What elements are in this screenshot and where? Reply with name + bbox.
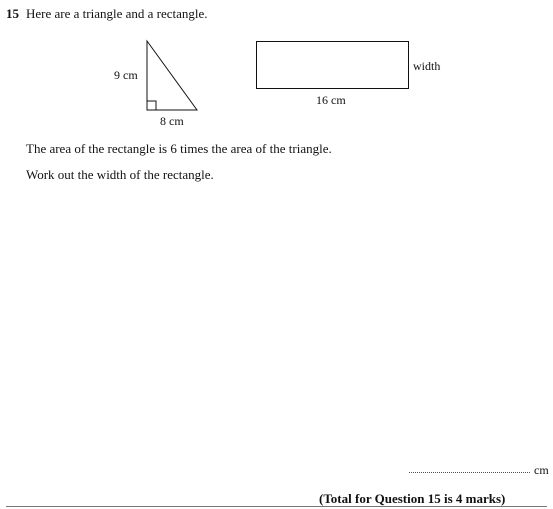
question-intro: Here are a triangle and a rectangle.: [26, 6, 208, 21]
rectangle-shape: [257, 42, 409, 89]
answer-line[interactable]: [409, 472, 530, 473]
task-text: Work out the width of the rectangle.: [26, 167, 214, 182]
shapes-diagram: [0, 0, 553, 140]
answer-unit: cm: [534, 463, 549, 477]
area-relation-text: The area of the rectangle is 6 times the area of the triangle.: [26, 141, 332, 156]
rectangle-length-label: 16 cm: [316, 93, 346, 107]
question-number: 15: [6, 6, 19, 21]
triangle-height-label: 9 cm: [114, 68, 138, 82]
total-marks: (Total for Question 15 is 4 marks): [319, 491, 506, 506]
right-triangle: [147, 41, 197, 110]
triangle-base-label: 8 cm: [160, 114, 184, 128]
right-angle-marker: [147, 101, 156, 110]
rectangle-width-label: width: [413, 59, 441, 73]
bottom-rule: [6, 506, 547, 507]
